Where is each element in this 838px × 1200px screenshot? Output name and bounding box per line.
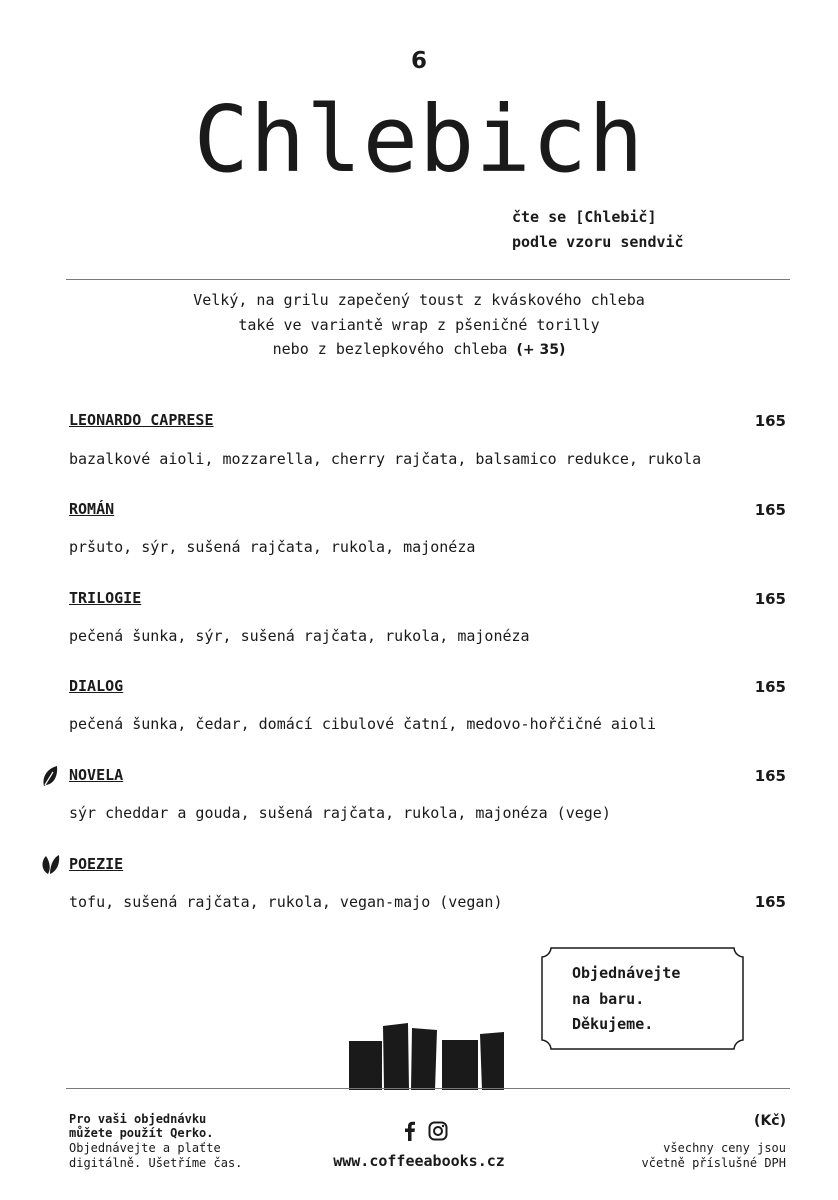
qerko-line-3: Objednávejte a plaťte — [69, 1141, 221, 1155]
menu-item-price: 165 — [754, 678, 786, 696]
vat-note-line-2: včetně příslušné DPH — [641, 1156, 786, 1170]
page-title: Chlebich — [193, 86, 645, 193]
menu-item-description: pečená šunka, sýr, sušená rajčata, rukola, majonéza — [69, 627, 530, 645]
menu-item-description: bazalkové aioli, mozzarella, cherry rajčata, balsamico redukce, rukola — [69, 450, 702, 468]
intro-line-3 — [0, 340, 838, 358]
leaf-icon — [40, 764, 60, 788]
menu-item-name: ROMÁN — [69, 500, 115, 518]
menu-item-price: 165 — [754, 412, 786, 430]
currency-note: (Kč) — [754, 1113, 786, 1129]
gluten-free-surcharge: (+ 35) — [516, 342, 566, 358]
vat-note-line-1: všechny ceny jsou — [663, 1141, 786, 1155]
intro-line-1: Velký, na grilu zapečený toust z kváskového chleba — [193, 291, 645, 309]
double-leaf-icon — [40, 852, 60, 876]
note-line-3: Děkujeme. — [572, 1015, 654, 1033]
instagram-icon[interactable] — [428, 1121, 448, 1141]
website-link[interactable]: www.coffeeabooks.cz — [333, 1152, 505, 1170]
menu-item-description: sýr cheddar a gouda, sušená rajčata, rukola, majonéza (vege) — [69, 804, 611, 822]
menu-item-description: pršuto, sýr, sušená rajčata, rukola, majonéza — [69, 538, 476, 556]
intro-line-3-text: nebo z bezlepkového chleba — [272, 340, 508, 358]
menu-item-price: 165 — [754, 767, 786, 785]
menu-item-name: NOVELA — [69, 766, 124, 784]
menu-item-price: 165 — [754, 893, 786, 911]
note-line-1: Objednávejte — [572, 964, 681, 982]
menu-item-description: pečená šunka, čedar, domácí cibulové čatní, medovo-hořčičné aioli — [69, 715, 656, 733]
menu-item-description: tofu, sušená rajčata, rukola, vegan-majo (vegan) — [69, 893, 503, 911]
intro-line-2: také ve variantě wrap z pšeničné torilly — [238, 316, 600, 334]
books-icon — [346, 1020, 506, 1090]
facebook-icon[interactable] — [400, 1121, 420, 1141]
pronunciation-line-1: čte se [Chlebič] — [512, 208, 657, 226]
qerko-line-4: digitálně. Ušetříme čas. — [69, 1156, 243, 1170]
menu-item-name: DIALOG — [69, 677, 124, 695]
bottom-divider — [66, 1088, 790, 1089]
qerko-line-1: Pro vaši objednávku — [69, 1112, 207, 1126]
menu-item-name: POEZIE — [69, 855, 124, 873]
qerko-line-2: můžete použít Qerko. — [69, 1126, 214, 1140]
top-divider — [66, 279, 790, 280]
menu-item-price: 165 — [754, 501, 786, 519]
menu-item-price: 165 — [754, 590, 786, 608]
pronunciation-line-2: podle vzoru sendvič — [512, 233, 684, 251]
menu-item-name: TRILOGIE — [69, 589, 142, 607]
page-number: 6 — [410, 48, 427, 74]
note-line-2: na baru. — [572, 990, 645, 1008]
menu-item-name: LEONARDO CAPRESE — [69, 411, 214, 429]
